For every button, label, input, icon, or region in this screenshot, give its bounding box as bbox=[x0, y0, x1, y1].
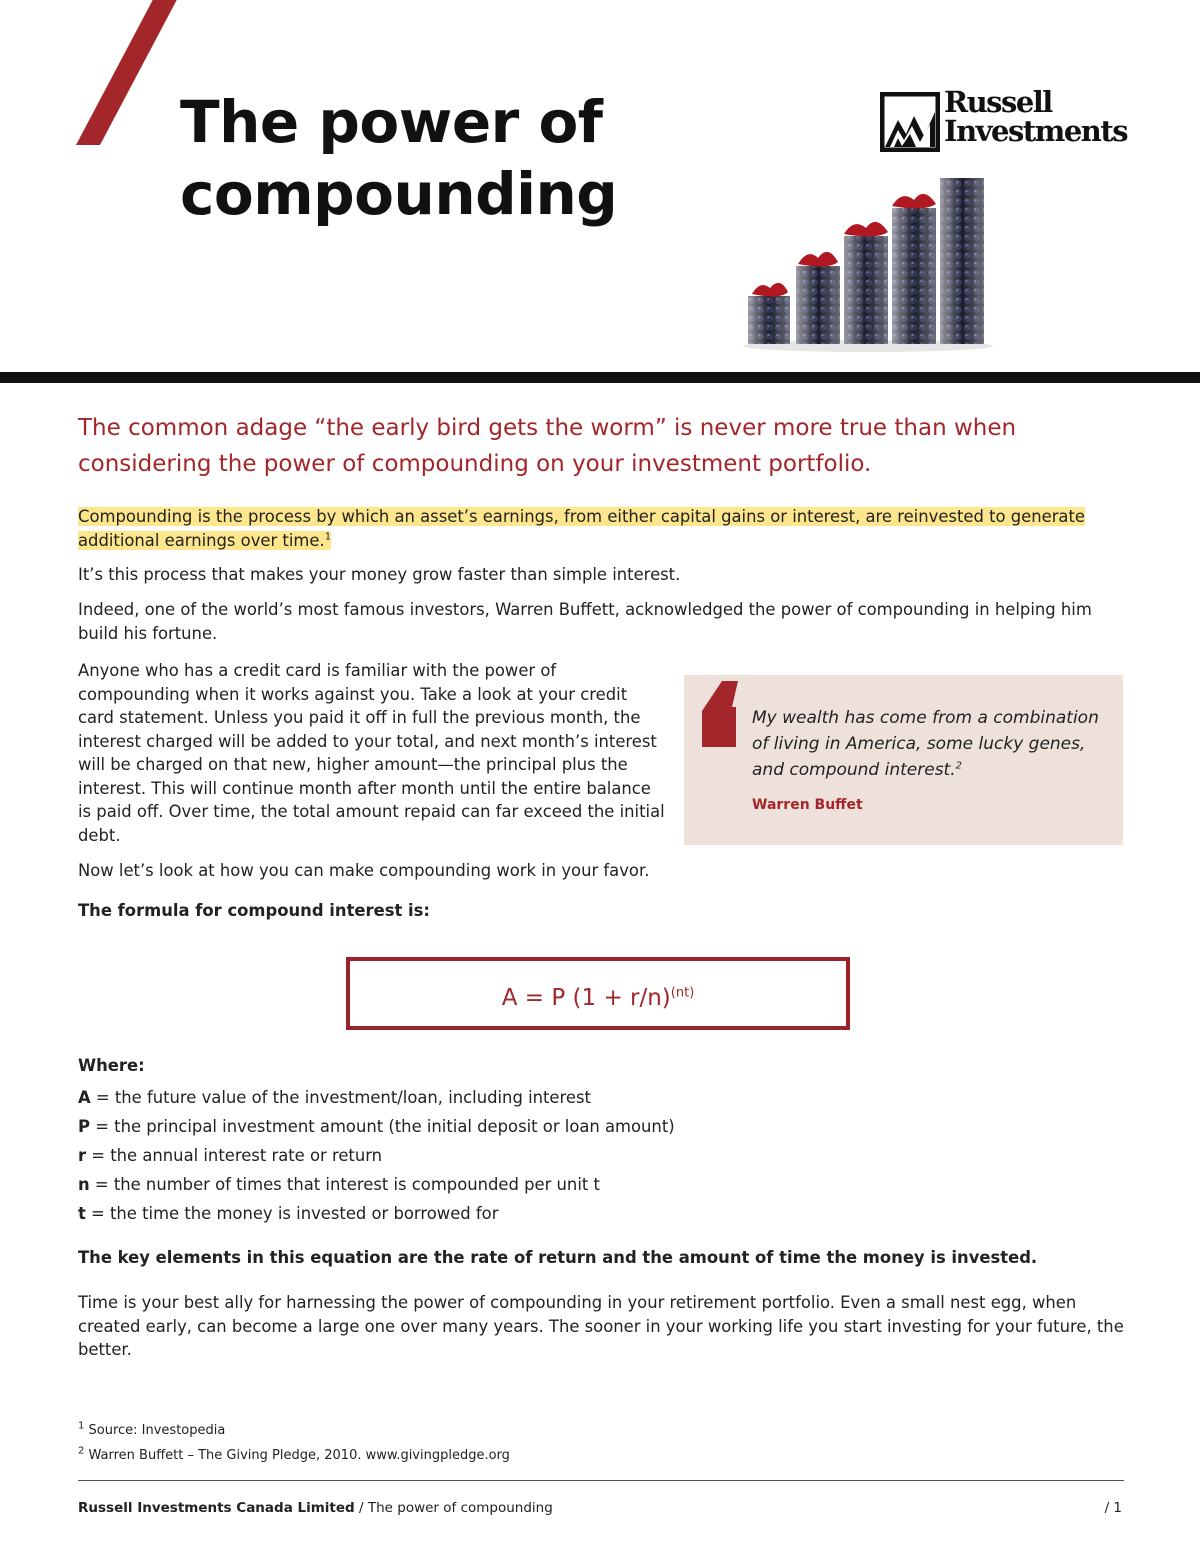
quote-text bbox=[752, 705, 1112, 783]
formula-box bbox=[346, 957, 850, 1030]
footer bbox=[78, 1500, 553, 1516]
definition-item bbox=[78, 1083, 675, 1112]
definition-term: n bbox=[78, 1175, 90, 1194]
footnote-1 bbox=[78, 1418, 510, 1443]
paragraph-buffett: Indeed, one of the world’s most famous investors, Warren Buffett, acknowledged the power of compounding in helping him build his fortune. bbox=[78, 600, 1092, 643]
page-number: / 1 bbox=[1104, 1500, 1122, 1516]
lead-paragraph: The common adage “the early bird gets the worm” is never more true than when considering the power of compounding on your investment portfolio. bbox=[78, 415, 1017, 477]
formula-main: A = P (1 + r/n) bbox=[501, 985, 671, 1011]
definition-term: r bbox=[78, 1146, 87, 1165]
quote-body: My wealth has come from a combination of living in America, some lucky genes, and compound interest. bbox=[752, 708, 1099, 780]
definition-item bbox=[78, 1141, 675, 1170]
formula-exponent: (nt) bbox=[670, 985, 695, 1001]
footnote-number: 1 bbox=[78, 1420, 85, 1432]
logo-text-line-2: Investments bbox=[944, 114, 1128, 148]
definition-desc: = the time the money is invested or borrowed for bbox=[85, 1204, 499, 1223]
russell-investments-logo bbox=[878, 85, 1128, 152]
definition-desc: = the number of times that interest is compounded per unit t bbox=[89, 1175, 600, 1194]
footnote-text: Warren Buffett – The Giving Pledge, 2010. www.givingpledge.org bbox=[84, 1448, 510, 1463]
definition-desc: = the annual interest rate or return bbox=[86, 1146, 383, 1165]
title-line-2: compounding bbox=[180, 160, 618, 228]
decorative-slash bbox=[74, 0, 184, 150]
key-elements-statement: The key elements in this equation are the rate of return and the amount of time the money is invested. bbox=[78, 1248, 1038, 1267]
definition-term: t bbox=[78, 1204, 86, 1223]
footer-divider bbox=[78, 1480, 1124, 1481]
closing-paragraph: Time is your best ally for harnessing the power of compounding in your retirement portfolio. Even a small nest egg, when created early, can become a large one over many years. The sooner in your working life you start investing for your future, the better. bbox=[78, 1293, 1124, 1359]
footnote-2 bbox=[78, 1443, 510, 1468]
footer-company: Russell Investments Canada Limited bbox=[78, 1500, 355, 1516]
credit-card-column bbox=[78, 659, 678, 883]
header-divider bbox=[0, 372, 1200, 383]
favor-paragraph: Now let’s look at how you can make compounding work in your favor. bbox=[78, 861, 650, 880]
highlighted-definition bbox=[78, 505, 1128, 552]
title-line-1: The power of bbox=[180, 88, 603, 156]
logo-text-line-1: Russell bbox=[944, 85, 1052, 119]
footer-doc-title: The power of compounding bbox=[367, 1500, 553, 1516]
quote-author: Warren Buffet bbox=[752, 797, 863, 813]
definitions-list bbox=[78, 1083, 675, 1228]
logo-mark-icon bbox=[880, 92, 940, 152]
definition-text: Compounding is the process by which an asset’s earnings, from either capital gains or interest, are reinvested to generate additional earnings over time. bbox=[78, 507, 1085, 550]
definition-item bbox=[78, 1170, 675, 1199]
footnote-ref-2: 2 bbox=[955, 760, 963, 772]
definition-item bbox=[78, 1199, 675, 1228]
paragraph-simple-interest: It’s this process that makes your money grow faster than simple interest. bbox=[78, 565, 681, 584]
footnote-text: Source: Investopedia bbox=[84, 1423, 226, 1438]
footnotes bbox=[78, 1418, 510, 1468]
page-title bbox=[180, 86, 617, 230]
definition-term: P bbox=[78, 1117, 91, 1136]
credit-card-paragraph: Anyone who has a credit card is familiar with the power of compounding when it works against you. Take a look at your credit card statement. Unless you paid it off in full the previous month, the interest charged will be added to your total, and next month’s interest will be charged on that new, higher amount—the principal plus the interest. This will continue month after month until the entire balance is paid off. Over time, the total amount repaid can far exceed the initial debt. bbox=[78, 661, 665, 845]
footnote-ref-1: 1 bbox=[324, 531, 332, 543]
jars-of-beads-image bbox=[738, 170, 998, 355]
definition-item bbox=[78, 1112, 675, 1141]
footnote-number: 2 bbox=[78, 1445, 85, 1457]
definition-desc: = the future value of the investment/loan, including interest bbox=[90, 1088, 591, 1107]
quote-box bbox=[684, 675, 1123, 845]
definition-desc: = the principal investment amount (the initial deposit or loan amount) bbox=[90, 1117, 675, 1136]
formula-heading: The formula for compound interest is: bbox=[78, 901, 430, 920]
formula bbox=[350, 985, 846, 1011]
footer-separator: / bbox=[354, 1500, 368, 1516]
where-label: Where: bbox=[78, 1056, 145, 1075]
definition-term: A bbox=[78, 1088, 91, 1107]
quote-mark-icon bbox=[700, 681, 740, 747]
